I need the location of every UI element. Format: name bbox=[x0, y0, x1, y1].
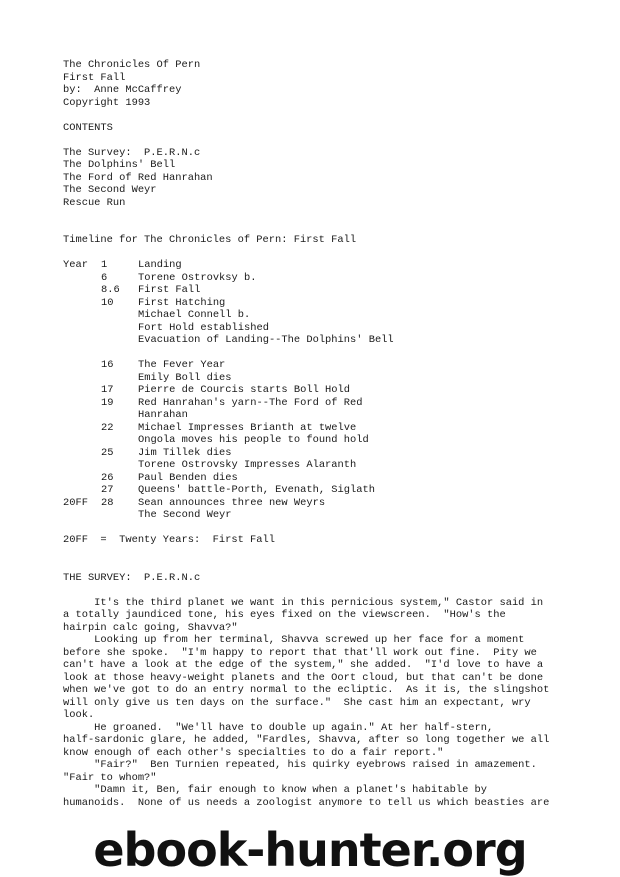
timeline-year: 27 bbox=[101, 484, 114, 496]
timeline-event: Landing bbox=[138, 259, 182, 271]
timeline-era bbox=[63, 372, 101, 385]
timeline-year bbox=[101, 509, 138, 522]
timeline-row bbox=[63, 497, 563, 510]
story-line: will only give us ten days on the surface." She cast him an expectant, wry bbox=[63, 696, 531, 709]
timeline-event: Pierre de Courcis starts Boll Hold bbox=[138, 384, 351, 396]
timeline-row bbox=[63, 372, 563, 385]
story-line: half-sardonic glare, he added, "Fardles, Shavva, after so long together we all bbox=[63, 734, 550, 746]
timeline-event: Torene Ostrovksy b. bbox=[138, 271, 257, 284]
timeline-year: 19 bbox=[101, 396, 114, 409]
timeline-era bbox=[63, 272, 101, 285]
timeline-event: Torene Ostrovsky Impresses Alaranth bbox=[138, 459, 357, 471]
timeline-row bbox=[63, 484, 563, 497]
timeline-year bbox=[101, 372, 138, 385]
timeline-row bbox=[63, 334, 563, 347]
author-line: by: Anne McCaffrey bbox=[63, 84, 182, 96]
timeline-event: Hanrahan bbox=[138, 409, 188, 421]
timeline-era bbox=[63, 472, 101, 485]
timeline-event: Jim Tillek dies bbox=[138, 446, 232, 459]
timeline-event: The Fever Year bbox=[138, 359, 226, 371]
timeline-era bbox=[63, 322, 101, 335]
timeline-era bbox=[63, 459, 101, 472]
story-line: Looking up from her terminal, Shavva screwed up her face for a moment bbox=[63, 634, 525, 646]
timeline-row bbox=[63, 284, 563, 297]
contents-list bbox=[63, 147, 563, 210]
timeline-era: Year bbox=[63, 259, 88, 271]
timeline-year: 1 bbox=[101, 259, 108, 271]
timeline-year bbox=[101, 409, 138, 422]
timeline-row bbox=[63, 434, 563, 447]
timeline-era bbox=[63, 509, 101, 522]
story-line: It's the third planet we want in this pernicious system," Castor said in bbox=[63, 596, 544, 609]
timeline-row bbox=[63, 397, 563, 410]
timeline-year: 28 bbox=[101, 496, 114, 509]
timeline-row bbox=[63, 322, 563, 335]
timeline-row bbox=[63, 347, 563, 360]
contents-item: The Survey: P.E.R.N.c bbox=[63, 146, 201, 159]
chapter-heading: THE SURVEY: P.E.R.N.c bbox=[63, 571, 201, 584]
timeline-event: Fort Hold established bbox=[138, 321, 269, 334]
timeline-row bbox=[63, 409, 563, 422]
timeline-era bbox=[63, 434, 101, 447]
timeline-year: 17 bbox=[101, 384, 114, 396]
watermark-text: ebook-hunter.org bbox=[93, 822, 527, 877]
timeline-row bbox=[63, 384, 563, 397]
timeline-event: First Fall bbox=[138, 284, 201, 296]
story-line: hairpin calc going, Shavva?" bbox=[63, 621, 238, 634]
book-title: The Chronicles Of Pern bbox=[63, 59, 201, 71]
contents-heading: CONTENTS bbox=[63, 121, 113, 134]
document-page bbox=[63, 59, 563, 809]
timeline-row bbox=[63, 297, 563, 310]
story-line: look. bbox=[63, 709, 95, 721]
timeline-row bbox=[63, 459, 563, 472]
timeline-row bbox=[63, 422, 563, 435]
timeline-footnote: 20FF = Twenty Years: First Fall bbox=[63, 534, 276, 546]
timeline-event: Michael Connell b. bbox=[138, 309, 251, 321]
timeline-year: 25 bbox=[101, 446, 114, 459]
timeline-year: 26 bbox=[101, 471, 114, 484]
timeline-row bbox=[63, 309, 563, 322]
timeline-event bbox=[138, 347, 563, 360]
story-line: can't have a look at the edge of the system," she added. "I'd love to have a bbox=[63, 659, 544, 671]
timeline-year: 10 bbox=[101, 296, 114, 309]
timeline-year: 22 bbox=[101, 421, 114, 434]
contents-item: The Second Weyr bbox=[63, 184, 157, 196]
timeline-year bbox=[101, 434, 138, 447]
contents-item: Rescue Run bbox=[63, 196, 126, 209]
timeline-event: Emily Boll dies bbox=[138, 371, 232, 384]
timeline-era bbox=[63, 347, 101, 360]
contents-item: The Ford of Red Hanrahan bbox=[63, 171, 213, 184]
timeline-heading: Timeline for The Chronicles of Pern: First Fall bbox=[63, 234, 357, 246]
story-line: "Fair to whom?" bbox=[63, 771, 157, 784]
timeline-era bbox=[63, 422, 101, 435]
timeline-year bbox=[101, 322, 138, 335]
story-line: "Damn it, Ben, fair enough to know when a planet's habitable by bbox=[63, 784, 488, 796]
timeline-era bbox=[63, 397, 101, 410]
timeline-era bbox=[63, 284, 101, 297]
timeline-era: 20FF bbox=[63, 496, 88, 509]
timeline-event: First Hatching bbox=[138, 296, 226, 309]
timeline-era bbox=[63, 309, 101, 322]
timeline-year: 16 bbox=[101, 359, 114, 371]
timeline-row bbox=[63, 259, 563, 272]
timeline-row bbox=[63, 359, 563, 372]
timeline-event: Paul Benden dies bbox=[138, 471, 238, 484]
story-line: a totally jaundiced tone, his eyes fixed on the viewscreen. "How's the bbox=[63, 609, 506, 621]
timeline-year bbox=[101, 309, 138, 322]
story-line: humanoids. None of us needs a zoologist anymore to tell us which beasties are bbox=[63, 796, 550, 809]
copyright-line: Copyright 1993 bbox=[63, 96, 151, 109]
timeline-era bbox=[63, 447, 101, 460]
timeline-row bbox=[63, 447, 563, 460]
timeline-era bbox=[63, 359, 101, 372]
book-subtitle: First Fall bbox=[63, 71, 126, 84]
timeline-era bbox=[63, 297, 101, 310]
story-line: when we've got to do an entry normal to the ecliptic. As it is, the slingshot bbox=[63, 684, 550, 696]
timeline-event: Sean announces three new Weyrs bbox=[138, 496, 326, 509]
timeline-table bbox=[63, 259, 563, 522]
story-line: He groaned. "We'll have to double up again." At her half-stern, bbox=[63, 721, 494, 734]
timeline-year: 8.6 bbox=[101, 284, 120, 296]
timeline-era bbox=[63, 484, 101, 497]
timeline-year: 6 bbox=[101, 271, 108, 284]
story-line: look at those heavy-weight planets and the Oort cloud, but that can't be done bbox=[63, 671, 544, 684]
timeline-year bbox=[101, 347, 138, 360]
timeline-year bbox=[101, 459, 138, 472]
timeline-event: Queens' battle-Porth, Evenath, Siglath bbox=[138, 484, 375, 496]
story-line: "Fair?" Ben Turnien repeated, his quirky eyebrows raised in amazement. bbox=[63, 759, 537, 771]
timeline-year bbox=[101, 334, 138, 347]
contents-item: The Dolphins' Bell bbox=[63, 159, 176, 171]
timeline-event: The Second Weyr bbox=[138, 509, 232, 521]
timeline-event: Evacuation of Landing--The Dolphins' Bell bbox=[138, 334, 394, 346]
timeline-row bbox=[63, 509, 563, 522]
story-line: before she spoke. "I'm happy to report that that'll work out fine. Pity we bbox=[63, 646, 537, 659]
timeline-era bbox=[63, 409, 101, 422]
timeline-event: Ongola moves his people to found hold bbox=[138, 434, 369, 446]
timeline-era bbox=[63, 384, 101, 397]
story-text bbox=[63, 597, 563, 810]
timeline-event: Michael Impresses Brianth at twelve bbox=[138, 421, 357, 434]
timeline-row bbox=[63, 472, 563, 485]
timeline-row bbox=[63, 272, 563, 285]
timeline-event: Red Hanrahan's yarn--The Ford of Red bbox=[138, 396, 363, 409]
timeline-era bbox=[63, 334, 101, 347]
story-line: know enough of each other's specialties to do a fair report." bbox=[63, 746, 444, 759]
